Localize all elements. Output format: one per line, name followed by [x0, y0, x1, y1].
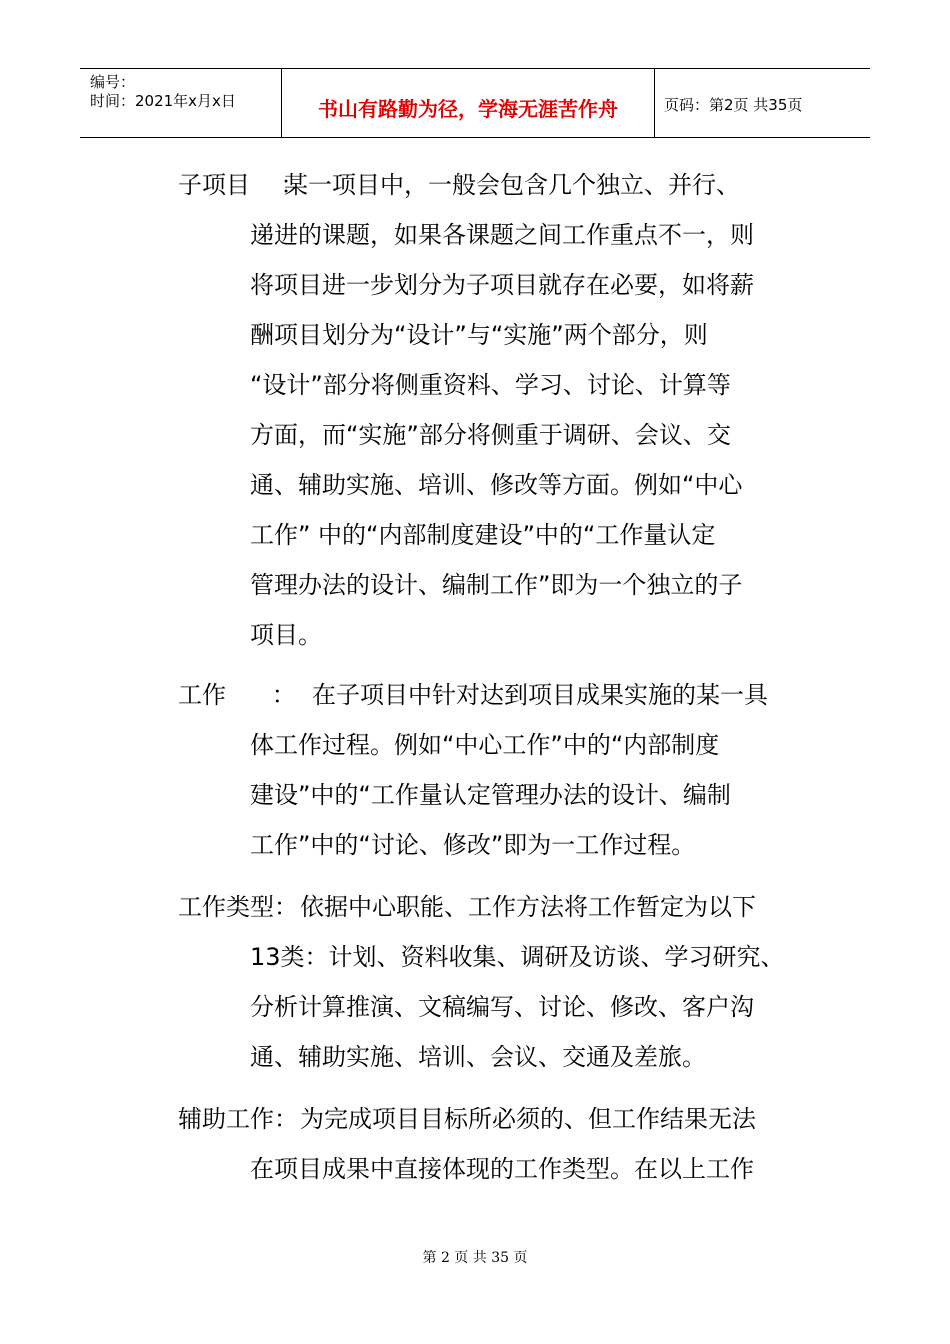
page-info: 页码：第2页 共35页 [664, 96, 803, 114]
definition-line: 在项目成果中直接体现的工作类型。在以上工作 [250, 1155, 754, 1183]
definition-line: 通、辅助实施、培训、修改等方面。例如“中心 [250, 471, 743, 499]
definition-line: 工作”中的“讨论、修改”即为一工作过程。 [250, 831, 696, 859]
definition-line: 管理办法的设计、编制工作”即为一个独立的子 [250, 571, 743, 599]
entry-term: 辅助工作： [178, 1105, 298, 1133]
definition-line: 通、辅助实施、培训、会议、交通及差旅。 [250, 1043, 706, 1071]
definition-line: 建设”中的“工作量认定管理办法的设计、编制 [250, 781, 731, 809]
definition-line: 将项目进一步划分为子项目就存在必要，如将薪 [250, 271, 754, 299]
definition-line: 方面，而“实施”部分将侧重于调研、会议、交 [250, 421, 731, 449]
definition-line: 项目。 [250, 621, 322, 649]
definition-line: 依据中心职能、工作方法将工作暂定为以下 [300, 893, 756, 921]
header-page-cell [654, 69, 870, 137]
definition-line: 酬项目划分为“设计”与“实施”两个部分，则 [250, 321, 708, 349]
definition-line: 分析计算推演、文稿编写、讨论、修改、客户沟 [250, 993, 754, 1021]
header-meta [80, 69, 280, 137]
entry-term: 工作类型： [178, 893, 298, 921]
motto: 书山有路勤为径，学海无涯苦作舟 [318, 97, 618, 121]
page-footer: 第 2 页 共 35 页 [422, 1250, 528, 1266]
document-date: 时间：2021年x月x日 [90, 92, 236, 110]
entry-term: 子项目 ： [178, 171, 305, 199]
page-header [80, 68, 870, 138]
definition-line: 工作” 中的“内部制度建设”中的“工作量认定 [250, 521, 716, 549]
definition-line: 为完成项目目标所必须的、但工作结果无法 [300, 1105, 756, 1133]
document-number: 编号： [90, 73, 136, 91]
definition-line: 递进的课题，如果各课题之间工作重点不一，则 [250, 221, 754, 249]
definition-line: 在子项目中针对达到项目成果实施的某一具 [312, 681, 768, 709]
definition-line: 13类：计划、资料收集、调研及访谈、学习研究、 [250, 943, 785, 971]
definition-line: 某一项目中，一般会包含几个独立、并行、 [284, 171, 740, 199]
header-motto-cell [281, 69, 655, 137]
definition-line: 体工作过程。例如“中心工作”中的“内部制度 [250, 731, 720, 759]
entry-term: 工作 ： [178, 681, 296, 709]
definition-line: “设计”部分将侧重资料、学习、讨论、计算等 [250, 371, 731, 399]
